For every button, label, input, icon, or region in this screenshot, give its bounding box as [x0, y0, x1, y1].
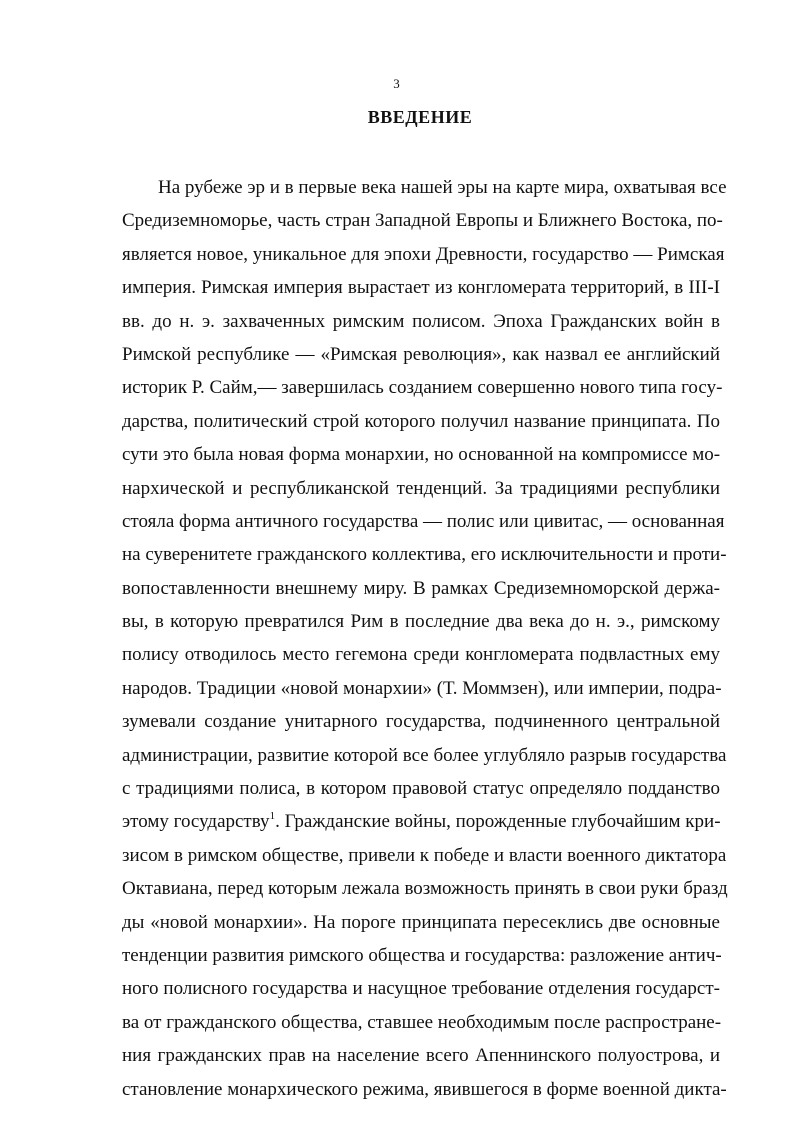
text-line: дарства, политический строй которого получил название принципата. По: [122, 410, 720, 432]
text-line: историк Р. Сайм,— завершилась созданием совершенно нового типа госу-: [122, 377, 723, 399]
text-line: сути это была новая форма монархии, но основанной на компромиссе мо-: [122, 444, 721, 466]
text-line: вы, в которую превратился Рим в последние два века до н. э., римскому: [122, 611, 720, 633]
text-line: ды «новой монархии». На пороге принципата пересеклись две основные: [122, 911, 720, 933]
text-line: ва от гражданского общества, ставшее необходимым после распростране-: [122, 1011, 722, 1033]
text-line: вв. до н. э. захваченных римским полисом. Эпоха Гражданских войн в: [122, 310, 720, 332]
text-line: зумевали создание унитарного государства, подчиненного центральной: [122, 711, 720, 733]
text-line: администрации, развитие которой все более углубляло разрыв государства: [122, 744, 727, 766]
text-segment: этому государству: [122, 811, 270, 833]
text-line: зисом в римском обществе, привели к победе и власти военного диктатора: [122, 844, 727, 866]
text-segment: Гражданские войны, порожденные глубочайшим кри-: [284, 811, 721, 833]
text-line: Октавиана, перед которым лежала возможность принять в свои руки бразд: [122, 878, 728, 900]
page-number: 3: [393, 76, 400, 91]
text-line: стояла форма античного государства — полис или цивитас, — основанная: [122, 510, 725, 532]
body-paragraph: [122, 171, 728, 1106]
text-line: вопоставленности внешнему миру. В рамках Средиземноморской держа-: [122, 577, 720, 599]
footnote-mark[interactable]: 1: [269, 810, 276, 823]
sentence-end: .: [275, 811, 280, 833]
section-heading: ВВЕДЕНИЕ: [367, 107, 473, 127]
text-line: нархической и республиканской тенденций. За традициями республики: [122, 477, 720, 499]
text-line: Средиземноморье, часть стран Западной Европы и Ближнего Востока, по-: [122, 210, 723, 232]
text-line: ния гражданских прав на население всего Апеннинского полуострова, и: [122, 1045, 720, 1067]
text-line: На рубеже эр и в первые века нашей эры на карте мира, охватывая все: [158, 177, 727, 198]
text-line: народов. Традиции «новой монархии» (Т. Моммзен), или империи, подра-: [122, 677, 722, 699]
text-line: на суверенитете гражданского коллектива, его исключительности и проти-: [122, 544, 727, 566]
text-line: Римской республике — «Римская революция», как назвал ее английский: [122, 343, 720, 365]
text-line-with-footnote: [122, 805, 720, 838]
text-line: с традициями полиса, в котором правовой статус определяло подданство: [122, 778, 720, 800]
text-line: империя. Римская империя вырастает из конгломерата территорий, в III-I: [122, 277, 720, 299]
text-line: становление монархического режима, явившегося в форме военной дикта-: [122, 1078, 727, 1100]
text-line: ного полисного государства и насущное требование отделения государст-: [122, 978, 720, 1000]
text-line: тенденции развития римского общества и государства: разложение антич-: [122, 944, 722, 966]
text-line: является новое, уникальное для эпохи Древности, государство — Римская: [122, 243, 725, 265]
text-line: полису отводилось место гегемона среди конгломерата подвластных ему: [122, 644, 720, 666]
